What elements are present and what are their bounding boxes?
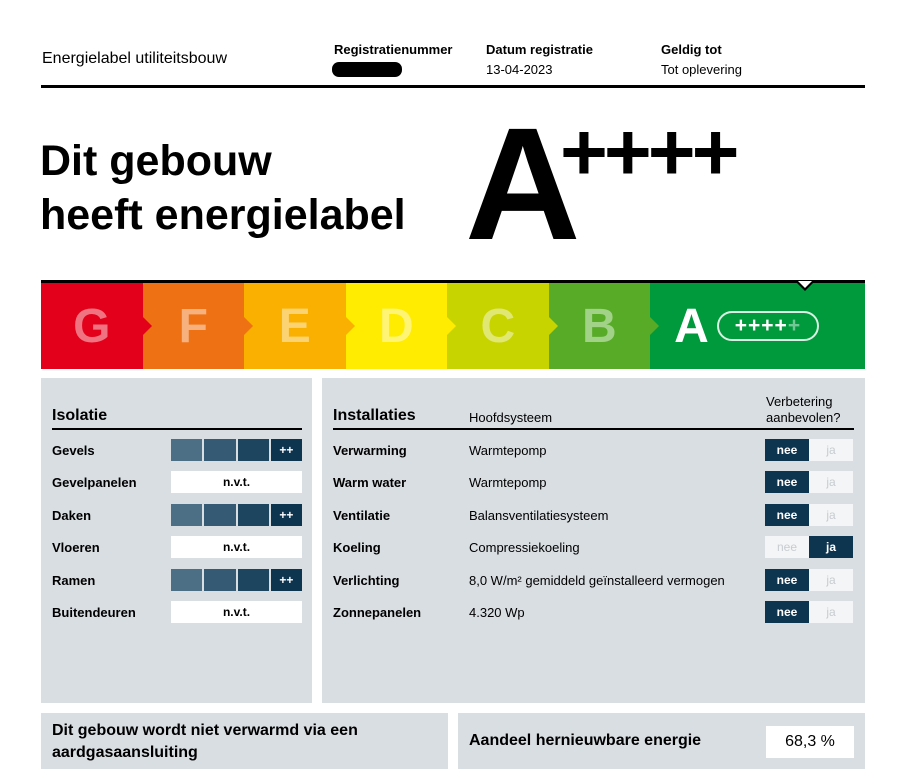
scale-letter-d: D <box>378 299 414 353</box>
gas-connection-line-1: Dit gebouw wordt niet verwarmd via een <box>52 722 358 739</box>
installatie-row-system: 8,0 W/m² gemiddeld geïnstalleerd vermogen <box>469 573 725 588</box>
isolatie-rating-value: ++ <box>271 439 302 461</box>
installatie-row-system: Balansventilatiesysteem <box>469 508 609 523</box>
column-header-improvement-line-2: aanbevolen? <box>766 410 841 425</box>
scale-segment-g <box>41 283 143 369</box>
isolatie-rating-value: ++ <box>271 504 302 526</box>
scale-letter-b: B <box>582 299 617 353</box>
headline-line-1: Dit gebouw <box>40 137 272 185</box>
isolatie-rating-nvt: n.v.t. <box>171 536 302 558</box>
scale-letter-c: C <box>480 299 516 353</box>
improvement-yes: ja <box>809 601 853 623</box>
isolatie-row-label: Ramen <box>52 573 96 588</box>
installatie-row-label: Verwarming <box>333 443 407 458</box>
improvement-yes: ja <box>809 439 853 461</box>
improvement-indicator <box>765 504 853 526</box>
isolatie-rating-bar <box>171 504 302 526</box>
active-label-marker-inner <box>798 281 812 288</box>
rating-step <box>238 569 269 591</box>
scale-segment-e <box>244 283 346 369</box>
headline-line-2: heeft energielabel <box>40 191 406 239</box>
registration-date-value: 13-04-2023 <box>486 62 553 77</box>
isolatie-row-label: Gevels <box>52 443 95 458</box>
installatie-row-label: Warm water <box>333 475 407 490</box>
isolatie-rating-nvt: n.v.t. <box>171 601 302 623</box>
scale-arrow-d <box>447 317 456 335</box>
scale-letter-a: A <box>674 299 709 353</box>
rating-step <box>238 439 269 461</box>
scale-arrow-c <box>549 317 558 335</box>
column-header-main-system: Hoofdsysteem <box>469 410 553 425</box>
scale-arrow-b <box>650 317 659 335</box>
installatie-row-label: Zonnepanelen <box>333 605 422 620</box>
scale-letter-g: G <box>73 299 111 353</box>
scale-segment-c <box>447 283 549 369</box>
improvement-yes: ja <box>809 471 853 493</box>
renewable-energy-value: 68,3 % <box>766 726 854 758</box>
energy-label-letter: A <box>465 94 581 273</box>
isolatie-rating-value: ++ <box>271 569 302 591</box>
active-plus-pill <box>717 311 819 341</box>
improvement-no: nee <box>765 601 809 623</box>
isolatie-rating-nvt: n.v.t. <box>171 471 302 493</box>
improvement-yes: ja <box>809 504 853 526</box>
rating-step <box>171 569 202 591</box>
improvement-no: nee <box>765 439 809 461</box>
installaties-title: Installaties <box>333 407 416 424</box>
installatie-row-system: 4.320 Wp <box>469 605 525 620</box>
scale-arrow-f <box>244 317 253 335</box>
page-headline <box>40 134 460 242</box>
isolatie-row-label: Gevelpanelen <box>52 475 137 490</box>
gas-connection-line-2: aardgasaansluiting <box>52 744 198 761</box>
improvement-indicator <box>765 471 853 493</box>
improvement-yes: ja <box>809 536 853 558</box>
scale-arrow-e <box>346 317 355 335</box>
isolatie-title: Isolatie <box>52 407 108 424</box>
rating-step <box>204 504 235 526</box>
scale-segment-b <box>549 283 651 369</box>
document-title: Energielabel utiliteitsbouw <box>42 50 227 67</box>
isolatie-row-label: Vloeren <box>52 540 100 555</box>
scale-letter-e: E <box>278 299 311 353</box>
improvement-indicator <box>765 569 853 591</box>
renewable-energy-label: Aandeel hernieuwbare energie <box>469 732 702 749</box>
energy-scale <box>41 283 865 369</box>
rating-step <box>204 569 235 591</box>
active-plus-dim: + <box>787 314 802 337</box>
rating-step <box>171 504 202 526</box>
scale-segment-f <box>143 283 245 369</box>
rating-step <box>204 439 235 461</box>
installaties-divider <box>333 428 854 430</box>
improvement-no: nee <box>765 569 809 591</box>
registration-number-label: Registratienummer <box>334 42 453 57</box>
installatie-row-label: Verlichting <box>333 573 400 588</box>
rating-step <box>171 439 202 461</box>
improvement-indicator <box>765 439 853 461</box>
valid-until-value: Tot oplevering <box>661 62 742 77</box>
scale-letter-f: F <box>178 299 208 353</box>
isolatie-row-label: Daken <box>52 508 92 523</box>
active-plus-text: ++++ <box>734 314 788 337</box>
isolatie-row-label: Buitendeuren <box>52 605 136 620</box>
installatie-row-system: Compressiekoeling <box>469 540 580 555</box>
registration-date-label: Datum registratie <box>486 42 593 57</box>
improvement-no: nee <box>765 504 809 526</box>
improvement-indicator <box>765 601 853 623</box>
isolatie-rating-bar <box>171 439 302 461</box>
isolatie-divider <box>52 428 302 430</box>
energy-label-plus: ++++ <box>560 107 736 198</box>
gas-connection-text <box>52 720 432 764</box>
improvement-no: nee <box>765 536 809 558</box>
column-header-improvement <box>766 394 840 426</box>
scale-segment-d <box>346 283 448 369</box>
column-header-improvement-line-1: Verbetering <box>766 394 833 409</box>
redacted-registration-number <box>332 62 402 77</box>
installatie-row-system: Warmtepomp <box>469 475 547 490</box>
improvement-yes: ja <box>809 569 853 591</box>
isolatie-rating-bar <box>171 569 302 591</box>
improvement-indicator <box>765 536 853 558</box>
valid-until-label: Geldig tot <box>661 42 722 57</box>
scale-segment-a-active <box>650 283 865 369</box>
installatie-row-label: Ventilatie <box>333 508 391 523</box>
header-divider <box>41 85 865 88</box>
rating-step <box>238 504 269 526</box>
improvement-no: nee <box>765 471 809 493</box>
scale-arrow-g <box>143 317 152 335</box>
installatie-row-label: Koeling <box>333 540 381 555</box>
installatie-row-system: Warmtepomp <box>469 443 547 458</box>
